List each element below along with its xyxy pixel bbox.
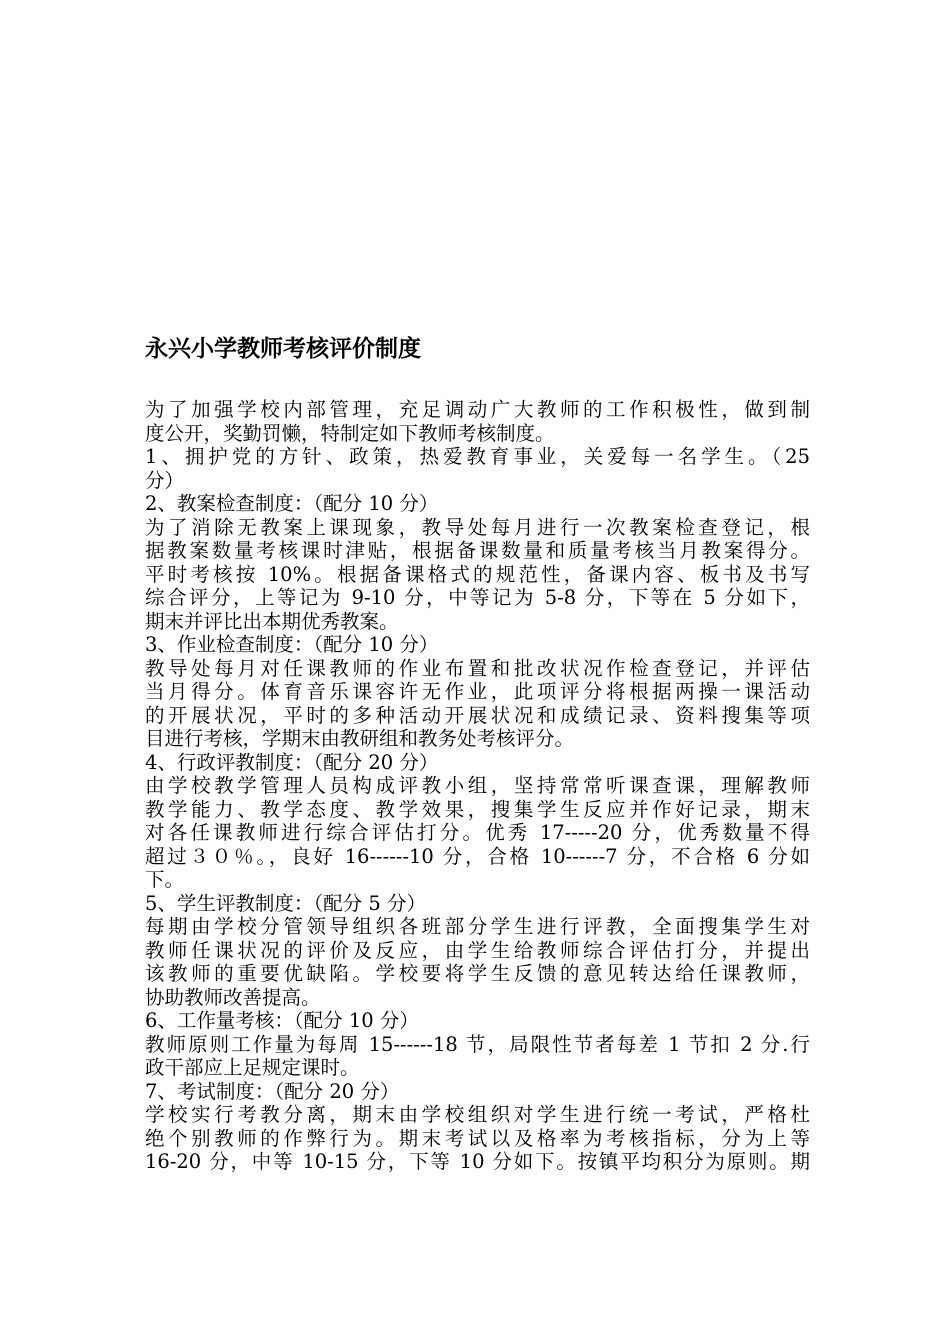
body-line: 协助教师改善提高。 (145, 985, 321, 1009)
body-line: 当月得分。体育音乐课容许无作业，此项评分将根据两操一课活动 (145, 680, 810, 703)
body-line: 教师原则工作量为每周 15------18 节，局限性节者每差 1 节扣 2 分.行 (145, 1032, 810, 1056)
body-line: 3、作业检查制度：（配分 10 分） (145, 633, 439, 656)
body-line: 的开展状况，平时的多种活动开展状况和成绩记录、资料搜集等项 (145, 703, 810, 727)
body-line: 16-20 分，中等 10-15 分，下等 10 分如下。按镇平均积分为原则。期 (145, 1150, 810, 1173)
body-line: 教学能力、教学态度、教学效果，搜集学生反应并作好记录，期末 (145, 797, 810, 821)
body-line: 期末并评比出本期优秀教案。 (145, 609, 399, 633)
body-line: 据教案数量考核课时津贴，根据备课数量和质量考核当月教案得分。 (145, 539, 810, 562)
document-body (145, 398, 810, 1174)
body-line: 1、拥护党的方针、政策，热爱教育事业，关爱每一名学生。（25 (145, 445, 810, 468)
body-line: 政干部应上足规定课时。 (145, 1056, 360, 1079)
body-line: 2、教案检查制度：（配分 10 分） (145, 492, 439, 515)
body-line: 教师任课状况的评价及反应，由学生给教师综合评估打分，并提出 (145, 938, 810, 962)
body-line: 为了加强学校内部管理，充足调动广大教师的工作积极性，做到制 (145, 398, 810, 421)
body-line: 综合评分，上等记为 9-10 分，中等记为 5-8 分，下等在 5 分如下， (145, 586, 810, 609)
body-line: 绝个别教师的作弊行为。期末考试以及格率为考核指标，分为上等 (145, 1126, 810, 1150)
body-line: 由学校教学管理人员构成评教小组，坚持常常听课查课，理解教师 (145, 774, 810, 797)
body-line: 6、工作量考核：（配分 10 分） (145, 1009, 419, 1032)
body-line: 平时考核按 10%。根据备课格式的规范性，备课内容、板书及书写 (145, 562, 810, 586)
body-line: 5、学生评教制度：（配分 5 分） (145, 891, 426, 915)
body-line: 为了消除无教案上课现象，教导处每月进行一次教案检查登记，根 (145, 515, 810, 539)
body-line: 7、考试制度：（配分 20 分） (145, 1079, 400, 1103)
body-line: 下。 (145, 868, 185, 891)
body-line: 学校实行考教分离，期末由学校组织对学生进行统一考试，严格杜 (145, 1103, 810, 1126)
body-line: 该教师的重要优缺陷。学校要将学生反馈的意见转达给任课教师， (145, 962, 810, 985)
document-title: 永兴小学教师考核评价制度 (145, 336, 421, 362)
body-line: 4、行政评教制度：（配分 20 分） (145, 750, 439, 774)
body-line: 超过３０％。，良好 16------10 分，合格 10------7 分，不合格 6 分如 (145, 844, 810, 868)
body-line: 每期由学校分管领导组织各班部分学生进行评教，全面搜集学生对 (145, 915, 810, 938)
body-line: 对各任课教师进行综合评估打分。优秀 17-----20 分，优秀数量不得 (145, 821, 810, 844)
body-line: 教导处每月对任课教师的作业布置和批改状况作检查登记，并评估 (145, 656, 810, 680)
body-line: 分） (145, 468, 185, 492)
body-line: 目进行考核，学期末由教研组和教务处考核评分。 (145, 727, 575, 750)
body-line: 度公开，奖勤罚懒，特制定如下教师考核制度。 (145, 421, 555, 445)
